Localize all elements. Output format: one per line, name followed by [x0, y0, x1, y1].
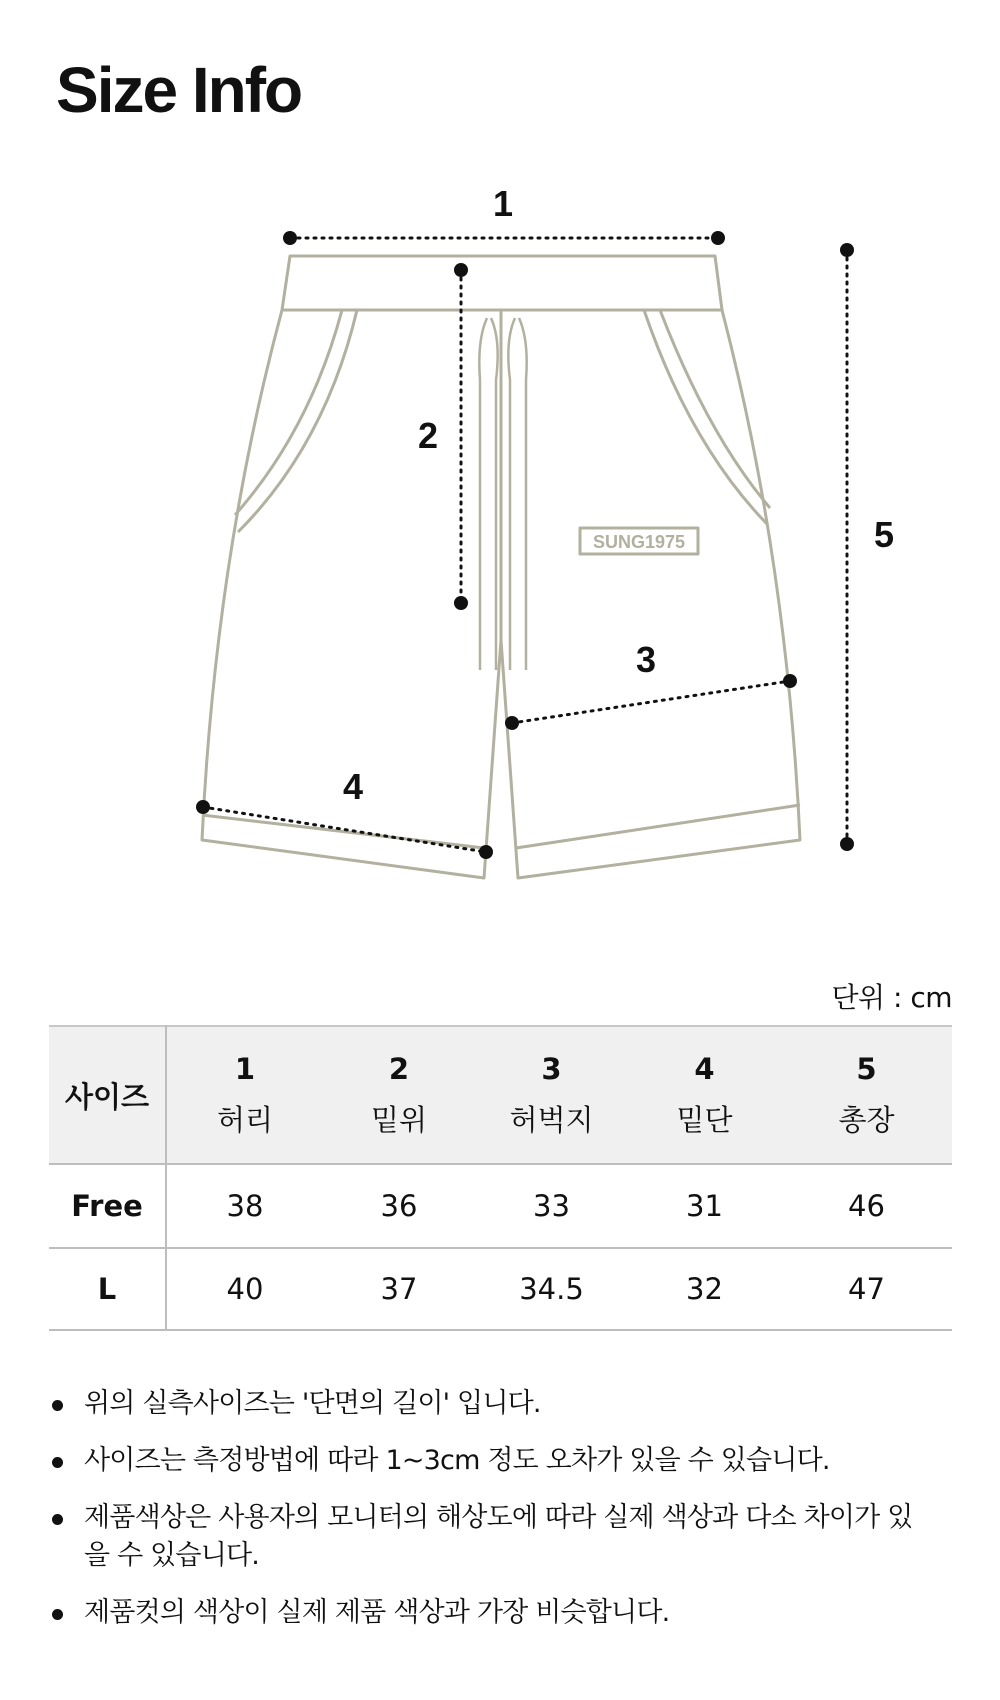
column-name: 총장 — [838, 1103, 895, 1137]
column-name: 허벅지 — [509, 1103, 594, 1137]
table-cell: 40 — [226, 1272, 264, 1306]
note-text: 위의 실측사이즈는 '단면의 길이' 입니다. — [84, 1388, 541, 1419]
note-item — [52, 1385, 932, 1423]
bullet-icon — [52, 1457, 63, 1468]
measure-line-1 — [283, 231, 725, 245]
brand-label: SUNG1975 — [592, 532, 686, 552]
unit-label: 단위 : cm — [831, 981, 952, 1014]
column-number: 2 — [388, 1052, 410, 1086]
note-item — [52, 1594, 932, 1632]
bullet-icon — [52, 1514, 63, 1525]
table-header-cell — [475, 1026, 628, 1164]
page-title: Size Info — [56, 54, 302, 126]
table-header-cell — [781, 1026, 952, 1164]
measure-line-5 — [840, 243, 854, 851]
column-name: 밑위 — [370, 1103, 428, 1137]
row-size-label: Free — [49, 1164, 166, 1248]
table-header-cell — [628, 1026, 781, 1164]
measure-label-2: 2 — [417, 415, 439, 456]
shorts-outline — [202, 256, 800, 878]
table-corner-cell: 사이즈 — [49, 1026, 166, 1164]
column-number: 3 — [541, 1052, 562, 1086]
measure-label-5: 5 — [873, 514, 895, 555]
note-text: 사이즈는 측정방법에 따라 1~3cm 정도 오차가 있을 수 있습니다. — [84, 1445, 830, 1476]
measure-line-4 — [196, 800, 493, 859]
column-number: 1 — [234, 1052, 256, 1086]
table-cell: 38 — [226, 1189, 264, 1223]
notes-list — [52, 1385, 932, 1651]
table-cell: 36 — [380, 1189, 418, 1223]
note-item — [52, 1442, 932, 1480]
table-cell: 32 — [686, 1272, 723, 1306]
measure-label-3: 3 — [635, 639, 657, 680]
table-row — [49, 1248, 952, 1330]
note-text: 제품색상은 사용자의 모니터의 해상도에 따라 실제 색상과 다소 차이가 있을 수 있습니다. — [84, 1502, 913, 1571]
column-number: 4 — [694, 1052, 715, 1086]
table-cell: 37 — [380, 1272, 418, 1306]
table-cell: 34.5 — [519, 1272, 584, 1306]
measure-label-1: 1 — [492, 183, 514, 224]
table-row — [49, 1164, 952, 1248]
table-cell: 33 — [533, 1189, 570, 1223]
note-item — [52, 1499, 932, 1575]
measure-label-4: 4 — [342, 766, 364, 807]
column-name: 밑단 — [676, 1103, 733, 1137]
size-table — [49, 1025, 952, 1331]
measure-line-2 — [454, 263, 468, 610]
table-header-cell — [166, 1026, 323, 1164]
bullet-icon — [52, 1609, 63, 1620]
table-cell: 46 — [848, 1189, 885, 1223]
note-text: 제품컷의 색상이 실제 제품 색상과 가장 비슷합니다. — [84, 1597, 670, 1628]
table-header-cell — [323, 1026, 475, 1164]
column-name: 허리 — [216, 1103, 274, 1137]
measure-line-3 — [505, 674, 797, 730]
bullet-icon — [52, 1400, 63, 1411]
column-number: 5 — [856, 1052, 877, 1086]
table-cell: 47 — [848, 1272, 885, 1306]
row-size-label: L — [49, 1248, 166, 1330]
table-header-row — [49, 1026, 952, 1164]
table-cell: 31 — [686, 1189, 723, 1223]
